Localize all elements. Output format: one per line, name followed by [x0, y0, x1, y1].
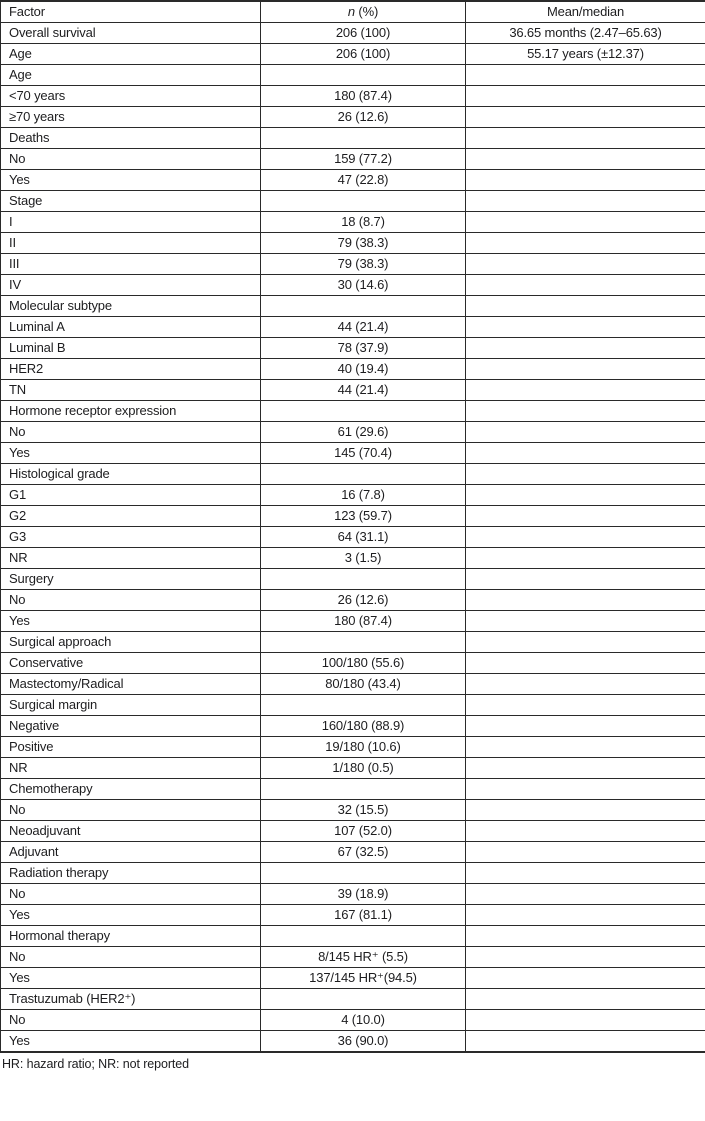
factor-cell: No — [1, 590, 261, 611]
n-cell: 180 (87.4) — [261, 611, 466, 632]
factor-cell: Yes — [1, 968, 261, 989]
n-cell: 8/145 HR⁺ (5.5) — [261, 947, 466, 968]
table-footnote: HR: hazard ratio; NR: not reported — [2, 1057, 189, 1071]
table-row — [1, 737, 705, 758]
mean-median-cell — [466, 1031, 705, 1053]
factor-cell: G1 — [1, 485, 261, 506]
factor-cell: I — [1, 212, 261, 233]
mean-median-cell — [466, 611, 705, 632]
mean-median-cell — [466, 275, 705, 296]
table-row — [1, 653, 705, 674]
n-cell: 32 (15.5) — [261, 800, 466, 821]
n-cell: 206 (100) — [261, 23, 466, 44]
factor-cell: No — [1, 149, 261, 170]
factor-cell: Luminal A — [1, 317, 261, 338]
mean-median-cell — [466, 1010, 705, 1031]
mean-median-cell — [466, 338, 705, 359]
factor-cell: No — [1, 1010, 261, 1031]
mean-median-cell — [466, 107, 705, 128]
table-row — [1, 233, 705, 254]
factor-cell: Yes — [1, 443, 261, 464]
mean-median-cell — [466, 653, 705, 674]
factor-cell: Luminal B — [1, 338, 261, 359]
table-row — [1, 674, 705, 695]
table-header — [1, 1, 705, 23]
n-cell: 160/180 (88.9) — [261, 716, 466, 737]
factor-cell: II — [1, 233, 261, 254]
n-cell: 100/180 (55.6) — [261, 653, 466, 674]
n-percent-label: (%) — [354, 4, 379, 19]
n-cell: 180 (87.4) — [261, 86, 466, 107]
n-cell: 44 (21.4) — [261, 380, 466, 401]
table-row — [1, 632, 705, 653]
factor-cell: No — [1, 422, 261, 443]
mean-median-cell — [466, 569, 705, 590]
n-cell — [261, 191, 466, 212]
mean-median-cell — [466, 947, 705, 968]
n-cell — [261, 128, 466, 149]
factor-cell: Deaths — [1, 128, 261, 149]
mean-median-cell — [466, 779, 705, 800]
n-cell: 64 (31.1) — [261, 527, 466, 548]
n-cell: 206 (100) — [261, 44, 466, 65]
mean-median-cell — [466, 464, 705, 485]
factor-cell: Overall survival — [1, 23, 261, 44]
factor-cell: <70 years — [1, 86, 261, 107]
table-row — [1, 968, 705, 989]
mean-median-cell — [466, 926, 705, 947]
n-cell: 4 (10.0) — [261, 1010, 466, 1031]
table-row — [1, 317, 705, 338]
n-cell: 19/180 (10.6) — [261, 737, 466, 758]
factor-cell: Age — [1, 44, 261, 65]
n-cell: 1/180 (0.5) — [261, 758, 466, 779]
mean-median-cell — [466, 632, 705, 653]
factor-cell: NR — [1, 758, 261, 779]
table-row — [1, 86, 705, 107]
mean-median-cell — [466, 695, 705, 716]
n-cell — [261, 863, 466, 884]
factor-cell: Radiation therapy — [1, 863, 261, 884]
mean-median-cell — [466, 989, 705, 1010]
n-cell: 61 (29.6) — [261, 422, 466, 443]
n-cell: 167 (81.1) — [261, 905, 466, 926]
n-cell: 67 (32.5) — [261, 842, 466, 863]
column-header-factor: Factor — [1, 1, 261, 23]
factor-cell: No — [1, 884, 261, 905]
n-cell: 123 (59.7) — [261, 506, 466, 527]
factor-cell: G2 — [1, 506, 261, 527]
factor-cell: No — [1, 947, 261, 968]
table-row — [1, 548, 705, 569]
factor-cell: Histological grade — [1, 464, 261, 485]
column-header-mean-median: Mean/median — [466, 1, 705, 23]
n-cell — [261, 296, 466, 317]
n-cell — [261, 779, 466, 800]
table-row — [1, 506, 705, 527]
mean-median-cell — [466, 317, 705, 338]
mean-median-cell — [466, 758, 705, 779]
table-row — [1, 338, 705, 359]
table-row — [1, 107, 705, 128]
factor-cell: Hormonal therapy — [1, 926, 261, 947]
n-cell: 159 (77.2) — [261, 149, 466, 170]
n-cell — [261, 569, 466, 590]
n-cell: 78 (37.9) — [261, 338, 466, 359]
factor-cell: Trastuzumab (HER2⁺) — [1, 989, 261, 1010]
mean-median-cell — [466, 800, 705, 821]
table-row — [1, 716, 705, 737]
mean-median-cell — [466, 191, 705, 212]
n-cell — [261, 989, 466, 1010]
mean-median-cell — [466, 401, 705, 422]
factor-cell: Chemotherapy — [1, 779, 261, 800]
factor-cell: Conservative — [1, 653, 261, 674]
n-cell: 26 (12.6) — [261, 590, 466, 611]
factor-cell: TN — [1, 380, 261, 401]
n-cell: 3 (1.5) — [261, 548, 466, 569]
table-row — [1, 863, 705, 884]
n-cell — [261, 926, 466, 947]
factor-cell: Surgery — [1, 569, 261, 590]
mean-median-cell — [466, 380, 705, 401]
mean-median-cell — [466, 485, 705, 506]
n-cell: 39 (18.9) — [261, 884, 466, 905]
factor-cell: Yes — [1, 905, 261, 926]
n-cell: 40 (19.4) — [261, 359, 466, 380]
table-row — [1, 989, 705, 1010]
table-row — [1, 443, 705, 464]
factor-cell: Positive — [1, 737, 261, 758]
table-row — [1, 191, 705, 212]
factor-cell: III — [1, 254, 261, 275]
table-row — [1, 947, 705, 968]
n-cell: 80/180 (43.4) — [261, 674, 466, 695]
mean-median-cell — [466, 674, 705, 695]
table-row — [1, 296, 705, 317]
table-row — [1, 44, 705, 65]
mean-median-cell — [466, 716, 705, 737]
mean-median-cell — [466, 359, 705, 380]
mean-median-cell — [466, 821, 705, 842]
n-cell: 137/145 HR⁺(94.5) — [261, 968, 466, 989]
mean-median-cell — [466, 65, 705, 86]
mean-median-cell — [466, 968, 705, 989]
mean-median-cell — [466, 128, 705, 149]
mean-median-cell — [466, 863, 705, 884]
table-row — [1, 464, 705, 485]
factor-cell: ≥70 years — [1, 107, 261, 128]
factor-cell: Yes — [1, 611, 261, 632]
column-header-n — [261, 1, 466, 23]
table-row — [1, 1010, 705, 1031]
mean-median-cell — [466, 233, 705, 254]
table-row — [1, 359, 705, 380]
table-row — [1, 821, 705, 842]
mean-median-cell — [466, 212, 705, 233]
table-row — [1, 149, 705, 170]
table-row — [1, 800, 705, 821]
n-cell: 30 (14.6) — [261, 275, 466, 296]
n-cell: 18 (8.7) — [261, 212, 466, 233]
n-cell — [261, 401, 466, 422]
n-cell: 26 (12.6) — [261, 107, 466, 128]
table-row — [1, 758, 705, 779]
factor-cell: Surgical approach — [1, 632, 261, 653]
n-cell — [261, 695, 466, 716]
factor-cell: Molecular subtype — [1, 296, 261, 317]
mean-median-cell — [466, 737, 705, 758]
mean-median-cell — [466, 905, 705, 926]
mean-median-cell: 36.65 months (2.47–65.63) — [466, 23, 705, 44]
table-row — [1, 1031, 705, 1053]
factor-cell: Neoadjuvant — [1, 821, 261, 842]
factor-cell: Yes — [1, 1031, 261, 1053]
n-cell — [261, 65, 466, 86]
table-row — [1, 275, 705, 296]
mean-median-cell — [466, 548, 705, 569]
table-row — [1, 380, 705, 401]
table-row — [1, 779, 705, 800]
n-cell: 79 (38.3) — [261, 254, 466, 275]
mean-median-cell — [466, 170, 705, 191]
table-row — [1, 695, 705, 716]
n-cell: 107 (52.0) — [261, 821, 466, 842]
table-row — [1, 23, 705, 44]
factor-cell: Negative — [1, 716, 261, 737]
factor-cell: Age — [1, 65, 261, 86]
header-row — [1, 1, 705, 23]
table-row — [1, 884, 705, 905]
n-cell: 16 (7.8) — [261, 485, 466, 506]
n-cell — [261, 464, 466, 485]
table-body — [1, 23, 705, 1053]
table-row — [1, 905, 705, 926]
table-row — [1, 170, 705, 191]
table-row — [1, 65, 705, 86]
factor-cell: Hormone receptor expression — [1, 401, 261, 422]
mean-median-cell — [466, 527, 705, 548]
factor-cell: Yes — [1, 170, 261, 191]
table-row — [1, 842, 705, 863]
table-row — [1, 128, 705, 149]
factor-cell: Adjuvant — [1, 842, 261, 863]
factor-cell: NR — [1, 548, 261, 569]
mean-median-cell — [466, 254, 705, 275]
mean-median-cell — [466, 296, 705, 317]
mean-median-cell — [466, 884, 705, 905]
table-row — [1, 212, 705, 233]
table-row — [1, 926, 705, 947]
n-cell: 47 (22.8) — [261, 170, 466, 191]
table-row — [1, 569, 705, 590]
table-row — [1, 611, 705, 632]
n-italic-label: n — [347, 4, 355, 19]
mean-median-cell — [466, 842, 705, 863]
n-cell: 36 (90.0) — [261, 1031, 466, 1053]
table-row — [1, 590, 705, 611]
mean-median-cell — [466, 422, 705, 443]
factor-cell: Mastectomy/Radical — [1, 674, 261, 695]
n-cell — [261, 632, 466, 653]
factor-cell: HER2 — [1, 359, 261, 380]
n-cell: 145 (70.4) — [261, 443, 466, 464]
table-row — [1, 527, 705, 548]
table-row — [1, 422, 705, 443]
table-row — [1, 401, 705, 422]
n-cell: 79 (38.3) — [261, 233, 466, 254]
mean-median-cell — [466, 506, 705, 527]
mean-median-cell — [466, 590, 705, 611]
table-row — [1, 485, 705, 506]
mean-median-cell — [466, 443, 705, 464]
factor-cell: No — [1, 800, 261, 821]
factor-cell: IV — [1, 275, 261, 296]
factor-cell: Stage — [1, 191, 261, 212]
n-cell: 44 (21.4) — [261, 317, 466, 338]
mean-median-cell — [466, 149, 705, 170]
table-row — [1, 254, 705, 275]
mean-median-cell: 55.17 years (±12.37) — [466, 44, 705, 65]
mean-median-cell — [466, 86, 705, 107]
factor-cell: Surgical margin — [1, 695, 261, 716]
factor-cell: G3 — [1, 527, 261, 548]
